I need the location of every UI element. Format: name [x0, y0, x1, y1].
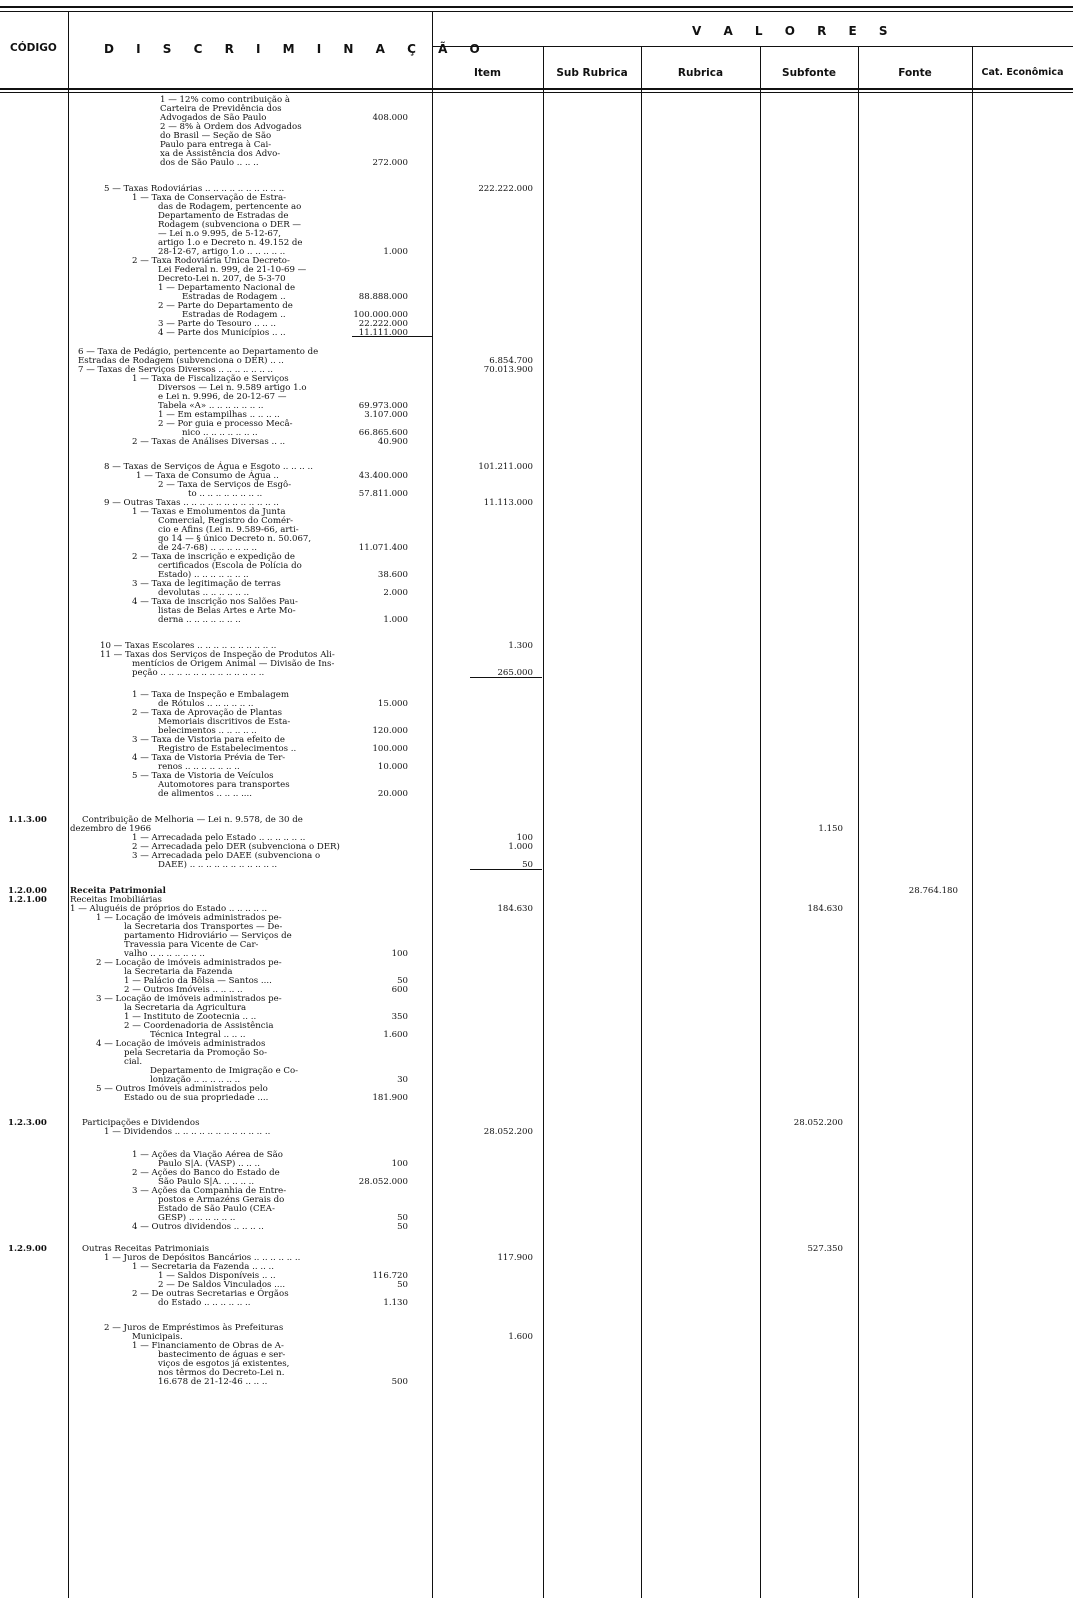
description-cell: 2 — De outras Secretarias e Órgãos [132, 1289, 289, 1299]
description-cell: Departamento de Estradas de [158, 211, 289, 221]
description-cell: 2 — Locação de imóveis administrados pe- [96, 958, 282, 968]
item-value-cell: 222.222.000 [478, 184, 533, 194]
description-cell: nico .. .. .. .. .. .. .. [182, 428, 258, 438]
description-cell: lonização .. .. .. .. .. .. [150, 1075, 241, 1085]
inner-amount-cell: 1.000 [383, 615, 408, 625]
table-row [0, 669, 1073, 678]
description-cell: 1 — Departamento Nacional de [158, 283, 296, 293]
table-row [0, 1378, 1073, 1387]
description-cell: Estado ou de sua propriedade .... [124, 1093, 269, 1103]
description-cell: Municipais. [132, 1332, 183, 1342]
description-cell: Decreto-Lei n. 207, de 5-3-70 [158, 274, 286, 284]
description-cell: 11 — Taxas dos Serviços de Inspeção de Produtos Ali- [100, 650, 335, 660]
description-cell: 28-12-67, artigo 1.o .. .. .. .. .. [158, 247, 286, 257]
description-cell: 1 — Financiamento de Obras de A- [132, 1341, 284, 1351]
table-row [0, 481, 1073, 490]
top-double-rule [0, 6, 1073, 8]
description-cell: 3 — Ações da Companhia de Entre- [132, 1186, 287, 1196]
top-rule-thin [0, 11, 1073, 12]
description-cell: Rodagem (subvenciona o DER — [158, 220, 302, 230]
description-cell: certificados (Escola de Polícia do [158, 561, 302, 571]
description-cell: 2 — Taxa de Serviços de Esgô- [158, 480, 292, 490]
discriminacao-header: D I S C R I M I N A Ç Ã O [104, 42, 489, 56]
description-cell: Diversos — Lei n. 9.589 artigo 1.o [158, 383, 307, 393]
item-value-cell: 11.113.000 [483, 498, 533, 508]
description-cell: Técnica Integral .. .. .. [150, 1030, 246, 1040]
table-row [0, 420, 1073, 429]
description-cell: 3 — Parte do Tesouro .. .. .. [158, 319, 276, 329]
description-cell: cio e Afins (Lei n. 9.589-66, arti- [158, 525, 299, 535]
description-cell: São Paulo S|A. .. .. .. .. [158, 1177, 255, 1187]
table-row [0, 1223, 1073, 1232]
description-cell: viços de esgotos já existentes, [158, 1359, 290, 1369]
table-row [0, 329, 1073, 338]
description-cell: la Secretaria da Fazenda [124, 967, 233, 977]
description-cell: Lei Federal n. 999, de 21-10-69 — [158, 265, 307, 275]
description-cell: Carteira de Previdência dos [160, 104, 282, 114]
inner-amount-cell: 40.900 [377, 437, 408, 447]
inner-amount-cell: 50 [397, 1222, 408, 1232]
item-value-cell: 100 [516, 833, 533, 843]
inner-amount-cell: 50 [397, 1213, 408, 1223]
description-cell: derna .. .. .. .. .. .. .. [158, 615, 241, 625]
description-cell: e Lei n. 9.996, de 20-12-67 — [158, 392, 287, 402]
description-cell: cial. [124, 1057, 143, 1067]
inner-amount-cell: 3.107.000 [364, 410, 408, 420]
inner-amount-cell: 116.720 [372, 1271, 408, 1281]
inner-amount-cell: 28.052.000 [358, 1177, 408, 1187]
inner-amount-cell: 15.000 [377, 699, 408, 709]
inner-amount-cell: 408.000 [372, 113, 408, 123]
description-cell: 2 — Parte do Departamento de [158, 301, 293, 311]
table-row [0, 1094, 1073, 1103]
item-value-cell: 28.052.200 [483, 1127, 533, 1137]
description-cell: Estado) .. .. .. .. .. .. .. [158, 570, 249, 580]
inner-amount-cell: 50 [397, 1280, 408, 1290]
description-cell: go 14 — § único Decreto n. 50.067, [158, 534, 312, 544]
description-cell: 4 — Parte dos Municípios .. .. [158, 328, 286, 338]
description-cell: dezembro de 1966 [70, 824, 152, 834]
code-cell: 1.2.3.00 [8, 1118, 47, 1128]
description-cell: 1 — 12% como contribuição à [160, 95, 290, 105]
table-row [0, 284, 1073, 293]
description-cell: — Lei n.o 9.995, de 5-12-67, [158, 229, 282, 239]
table-row [0, 1128, 1073, 1137]
description-cell: 2 — 8% à Ordem dos Advogados [160, 122, 302, 132]
description-cell: 1 — Em estampilhas .. .. .. .. [158, 410, 280, 420]
description-cell: Memoriais discritivos de Esta- [158, 717, 291, 727]
header-bottom-rule [0, 88, 1073, 90]
description-cell: renos .. .. .. .. .. .. .. [158, 762, 240, 772]
description-cell: 1 — Dividendos .. .. .. .. .. .. .. .. .. .. .. .. [104, 1127, 271, 1137]
description-cell: 1 — Aluguéis de próprios do Estado .. .. .. .. .. [70, 904, 268, 914]
description-cell: 16.678 de 21-12-46 .. .. .. [158, 1377, 268, 1387]
inner-amount-cell: 69.973.000 [358, 401, 408, 411]
inner-amount-cell: 2.000 [383, 588, 408, 598]
description-cell: do Estado .. .. .. .. .. .. [158, 1298, 251, 1308]
description-cell: to .. .. .. .. .. .. .. .. [188, 489, 263, 499]
description-cell: 1 — Taxa de Conservação de Estra- [132, 193, 287, 203]
item-column-header: Item [474, 67, 501, 79]
inner-amount-cell: 500 [391, 1377, 408, 1387]
description-cell: mentícios de Origem Animal — Divisão de Ins- [132, 659, 335, 669]
description-cell: 1 — Taxa de Fiscalização e Serviços [132, 374, 289, 384]
description-cell: 2 — Taxa Rodoviária Única Decreto- [132, 256, 290, 266]
item-value-cell: 6.854.700 [489, 356, 533, 366]
description-cell: nos têrmos do Decreto-Lei n. [158, 1368, 285, 1378]
table-row [0, 1299, 1073, 1308]
description-cell: Estradas de Rodagem .. [182, 292, 286, 302]
inner-amount-cell: 38.600 [377, 570, 408, 580]
description-cell: 2 — Taxa de Aprovação de Plantas [132, 708, 283, 718]
valores-header: V A L O R E S [692, 24, 897, 38]
description-cell: 2 — Arrecadada pelo DER (subvenciona o DER) [132, 842, 340, 852]
description-cell: 1 — Juros de Depósitos Bancários .. .. .. .. .. .. [104, 1253, 301, 1263]
description-cell: Paulo para entrega à Cai- [160, 140, 272, 150]
inner-amount-cell: 350 [391, 1012, 408, 1022]
description-cell: 1 — Secretaria da Fazenda .. .. .. [132, 1262, 275, 1272]
description-cell: belecimentos .. .. .. .. .. [158, 726, 257, 736]
inner-amount-cell: 57.811.000 [358, 489, 408, 499]
description-cell: bastecimento de águas e ser- [158, 1350, 286, 1360]
description-cell: 9 — Outras Taxas .. .. .. .. .. .. .. .. .. .. .. .. [104, 498, 279, 508]
inner-amount-cell: 1.130 [383, 1298, 408, 1308]
description-cell: Estradas de Rodagem (subvenciona o DER) .. .. [78, 356, 284, 366]
description-cell: 1 — Locação de imóveis administrados pe- [96, 913, 282, 923]
description-cell: Registro de Estabelecimentos .. [158, 744, 297, 754]
description-cell: Tabela «A» .. .. .. .. .. .. .. [158, 401, 264, 411]
table-row [0, 302, 1073, 311]
description-cell: peção .. .. .. .. .. .. .. .. .. .. .. .. .. [132, 668, 265, 678]
description-cell: Receitas Imobiliárias [70, 895, 162, 905]
description-cell: la Secretaria dos Transportes — De- [124, 922, 283, 932]
code-cell: 1.2.1.00 [8, 895, 47, 905]
cat-economica-column-header: Cat. Econômica [981, 67, 1064, 78]
description-cell: 4 — Taxa de inscrição nos Salões Pau- [132, 597, 298, 607]
fonte-column-header: Fonte [898, 67, 932, 79]
description-cell: Comercial, Registro do Comér- [158, 516, 294, 526]
item-value-cell: 1.600 [508, 1332, 533, 1342]
description-cell: devolutas .. .. .. .. .. .. [158, 588, 250, 598]
subfonte-value-cell: 184.630 [807, 904, 843, 914]
table-row [0, 616, 1073, 625]
description-cell: 2 — Outros Imóveis .. .. .. .. [124, 985, 243, 995]
description-cell: 5 — Taxa de Vistoria de Veículos [132, 771, 274, 781]
inner-amount-cell: 11.111.000 [358, 328, 408, 338]
table-row [0, 816, 1073, 825]
inner-amount-cell: 100 [391, 1159, 408, 1169]
description-cell: de 24-7-68) .. .. .. .. .. .. [158, 543, 257, 553]
item-value-cell: 184.630 [497, 904, 533, 914]
table-row [0, 1049, 1073, 1058]
description-cell: 3 — Taxa de legitimação de terras [132, 579, 281, 589]
item-value-cell: 70.013.900 [483, 365, 533, 375]
item-value-cell: 1.000 [508, 842, 533, 852]
description-cell: 3 — Locação de imóveis administrados pe- [96, 994, 282, 1004]
valores-underline [432, 46, 1073, 47]
description-cell: 1 — Taxas e Emolumentos da Junta [132, 507, 286, 517]
description-cell: 8 — Taxas de Serviços de Água e Esgoto .. .. .. .. [104, 462, 313, 472]
inner-amount-cell: 30 [397, 1075, 408, 1085]
description-cell: 7 — Taxas de Serviços Diversos .. .. .. .. .. .. .. [78, 365, 274, 375]
description-cell: 1 — Instituto de Zootecnia .. .. [124, 1012, 257, 1022]
subrubrica-column-header: Sub Rubrica [556, 67, 628, 79]
table-row [0, 438, 1073, 447]
description-cell: Estradas de Rodagem .. [182, 310, 286, 320]
description-cell: 2 — Juros de Empréstimos às Prefeituras [104, 1323, 284, 1333]
description-cell: Receita Patrimonial [70, 886, 166, 896]
item-value-cell: 50 [522, 860, 533, 870]
inner-amount-cell: 1.600 [383, 1030, 408, 1040]
description-cell: 5 — Outros Imóveis administrados pelo [96, 1084, 268, 1094]
item-value-cell: 1.300 [508, 641, 533, 651]
code-cell: 1.1.3.00 [8, 815, 47, 825]
inner-amount-cell: 100 [391, 949, 408, 959]
description-cell: Outras Receitas Patrimoniais [82, 1244, 210, 1254]
inner-amount-cell: 600 [391, 985, 408, 995]
subfonte-value-cell: 527.350 [807, 1244, 843, 1254]
code-cell: 1.2.0.00 [8, 886, 47, 896]
description-cell: 2 — Ações do Banco do Estado de [132, 1168, 280, 1178]
description-cell: GESP) .. .. .. .. .. .. [158, 1213, 236, 1223]
inner-amount-cell: 10.000 [377, 762, 408, 772]
description-cell: Participações e Dividendos [82, 1118, 200, 1128]
subfonte-value-cell: 28.052.200 [793, 1118, 843, 1128]
description-cell: artigo 1.o e Decreto n. 49.152 de [158, 238, 303, 248]
description-cell: 10 — Taxas Escolares .. .. .. .. .. .. .. .. .. .. [100, 641, 277, 651]
description-cell: 1 — Taxa de Consumo de Água .. [136, 471, 279, 481]
inner-amount-cell: 50 [397, 976, 408, 986]
description-cell: 2 — De Saldos Vinculados .... [158, 1280, 286, 1290]
description-cell: partamento Hidroviário — Serviços de [124, 931, 292, 941]
inner-amount-cell: 43.400.000 [358, 471, 408, 481]
description-cell: Departamento de Imigração e Co- [150, 1066, 299, 1076]
item-value-cell: 101.211.000 [478, 462, 533, 472]
subfonte-column-header: Subfonte [782, 67, 836, 79]
description-cell: de alimentos .. .. .. .... [158, 789, 252, 799]
table-row [0, 790, 1073, 799]
header-bottom-rule-thin [0, 92, 1073, 93]
inner-amount-cell: 22.222.000 [358, 319, 408, 329]
subfonte-value-cell: 1.150 [818, 824, 843, 834]
description-cell: postos e Armazéns Gerais do [158, 1195, 285, 1205]
description-cell: Advogados de São Paulo [160, 113, 267, 123]
description-cell: listas de Belas Artes e Arte Mo- [158, 606, 296, 616]
description-cell: Travessia para Vicente de Car- [124, 940, 259, 950]
inner-amount-cell: 120.000 [372, 726, 408, 736]
description-cell: das de Rodagem, pertencente ao [158, 202, 302, 212]
description-cell: DAEE) .. .. .. .. .. .. .. .. .. .. .. [158, 860, 278, 870]
item-value-cell: 117.900 [497, 1253, 533, 1263]
inner-amount-cell: 100.000 [372, 744, 408, 754]
inner-amount-cell: 100.000.000 [353, 310, 408, 320]
inner-amount-cell: 181.900 [372, 1093, 408, 1103]
description-cell: 1 — Ações da Viação Aérea de São [132, 1150, 283, 1160]
fonte-value-cell: 28.764.180 [908, 886, 958, 896]
description-cell: pela Secretaria da Promoção So- [124, 1048, 268, 1058]
code-cell: 1.2.9.00 [8, 1244, 47, 1254]
inner-amount-cell: 66.865.600 [358, 428, 408, 438]
description-cell: 3 — Taxa de Vistoria para efeito de [132, 735, 285, 745]
description-cell: 4 — Outros dividendos .. .. .. .. [132, 1222, 264, 1232]
description-cell: xa de Assistência dos Advo- [160, 149, 281, 159]
description-cell: 2 — Taxas de Análises Diversas .. .. [132, 437, 286, 447]
description-cell: 6 — Taxa de Pedágio, pertencente ao Departamento de [78, 347, 319, 357]
codigo-header: CÓDIGO [10, 42, 57, 54]
description-cell: 2 — Coordenadoria de Assistência [124, 1021, 274, 1031]
description-cell: Automotores para transportes [158, 780, 290, 790]
description-cell: 5 — Taxas Rodoviárias .. .. .. .. .. .. .. .. .. .. [104, 184, 285, 194]
inner-amount-cell: 1.000 [383, 247, 408, 257]
description-cell: 2 — Taxa de inscrição e expedição de [132, 552, 295, 562]
inner-amount-cell: 11.071.400 [358, 543, 408, 553]
description-cell: dos de São Paulo .. .. .. [160, 158, 259, 168]
description-cell: Paulo S|A. (VASP) .. .. .. [158, 1159, 260, 1169]
description-cell: do Brasil — Seção de São [160, 131, 272, 141]
item-value-cell: 265.000 [497, 668, 533, 678]
description-cell: Contribuição de Melhoria — Lei n. 9.578, de 30 de [82, 815, 303, 825]
description-cell: 4 — Locação de imóveis administrados [96, 1039, 266, 1049]
description-cell: Estado de São Paulo (CEA- [158, 1204, 275, 1214]
description-cell: 1 — Palácio da Bôlsa — Santos .... [124, 976, 272, 986]
table-row [0, 159, 1073, 168]
description-cell: 4 — Taxa de Vistoria Prévia de Ter- [132, 753, 286, 763]
description-cell: 3 — Arrecadada pelo DAEE (subvenciona o [132, 851, 321, 861]
inner-amount-cell: 88.888.000 [358, 292, 408, 302]
description-cell: la Secretaria da Agricultura [124, 1003, 247, 1013]
description-cell: 1 — Taxa de Inspeção e Embalagem [132, 690, 289, 700]
inner-amount-cell: 272.000 [372, 158, 408, 168]
description-cell: 1 — Saldos Disponíveis .. .. [158, 1271, 276, 1281]
description-cell: de Rótulos .. .. .. .. .. .. [158, 699, 254, 709]
description-cell: 1 — Arrecadada pelo Estado .. .. .. .. .. .. [132, 833, 306, 843]
rubrica-column-header: Rubrica [677, 67, 724, 79]
description-cell: valho .. .. .. .. .. .. .. [124, 949, 205, 959]
description-cell: 2 — Por guia e processo Mecâ- [158, 419, 293, 429]
inner-amount-cell: 20.000 [377, 789, 408, 799]
table-row [0, 861, 1073, 870]
